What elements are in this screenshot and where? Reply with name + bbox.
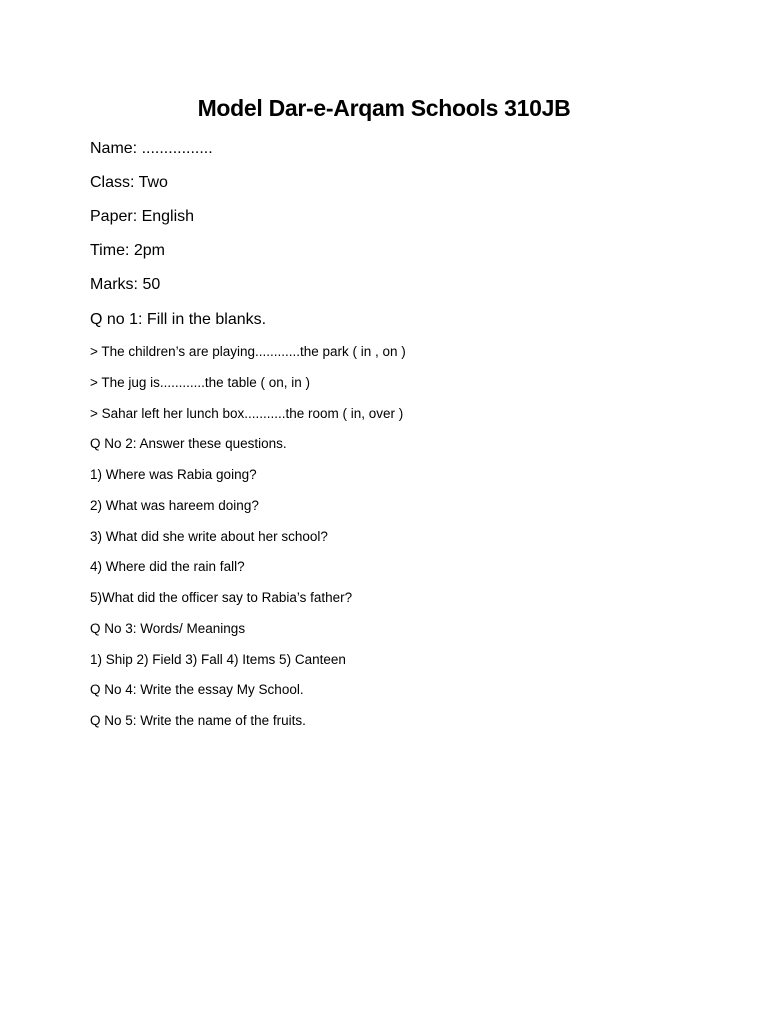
q5-heading: Q No 5: Write the name of the fruits. — [90, 713, 306, 728]
q1-item: > The jug is............the table ( on, in ) — [90, 375, 310, 390]
q3-heading: Q No 3: Words/ Meanings — [90, 621, 246, 636]
q2-item: 1) Where was Rabia going? — [90, 467, 257, 482]
class-field: Class: Two — [90, 174, 168, 191]
q1-item: > The children’s are playing............the park ( in , on ) — [90, 344, 406, 359]
q4-heading: Q No 4: Write the essay My School. — [90, 682, 304, 697]
q1-heading: Q no 1: Fill in the blanks. — [90, 311, 267, 328]
name-field: Name: ................ — [90, 140, 213, 157]
page-title: Model Dar-e-Arqam Schools 310JB — [197, 95, 571, 121]
marks-field: Marks: 50 — [90, 276, 161, 293]
q1-item: > Sahar left her lunch box...........the room ( in, over ) — [90, 406, 404, 421]
paper-field: Paper: English — [90, 208, 195, 225]
q2-heading: Q No 2: Answer these questions. — [90, 436, 287, 451]
time-field: Time: 2pm — [90, 242, 165, 259]
q2-item: 5)What did the officer say to Rabia’s father? — [90, 590, 353, 605]
q2-item: 2) What was hareem doing? — [90, 498, 259, 513]
q3-item: 1) Ship 2) Field 3) Fall 4) Items 5) Canteen — [90, 652, 346, 667]
q2-item: 4) Where did the rain fall? — [90, 559, 245, 574]
q2-item: 3) What did she write about her school? — [90, 529, 328, 544]
